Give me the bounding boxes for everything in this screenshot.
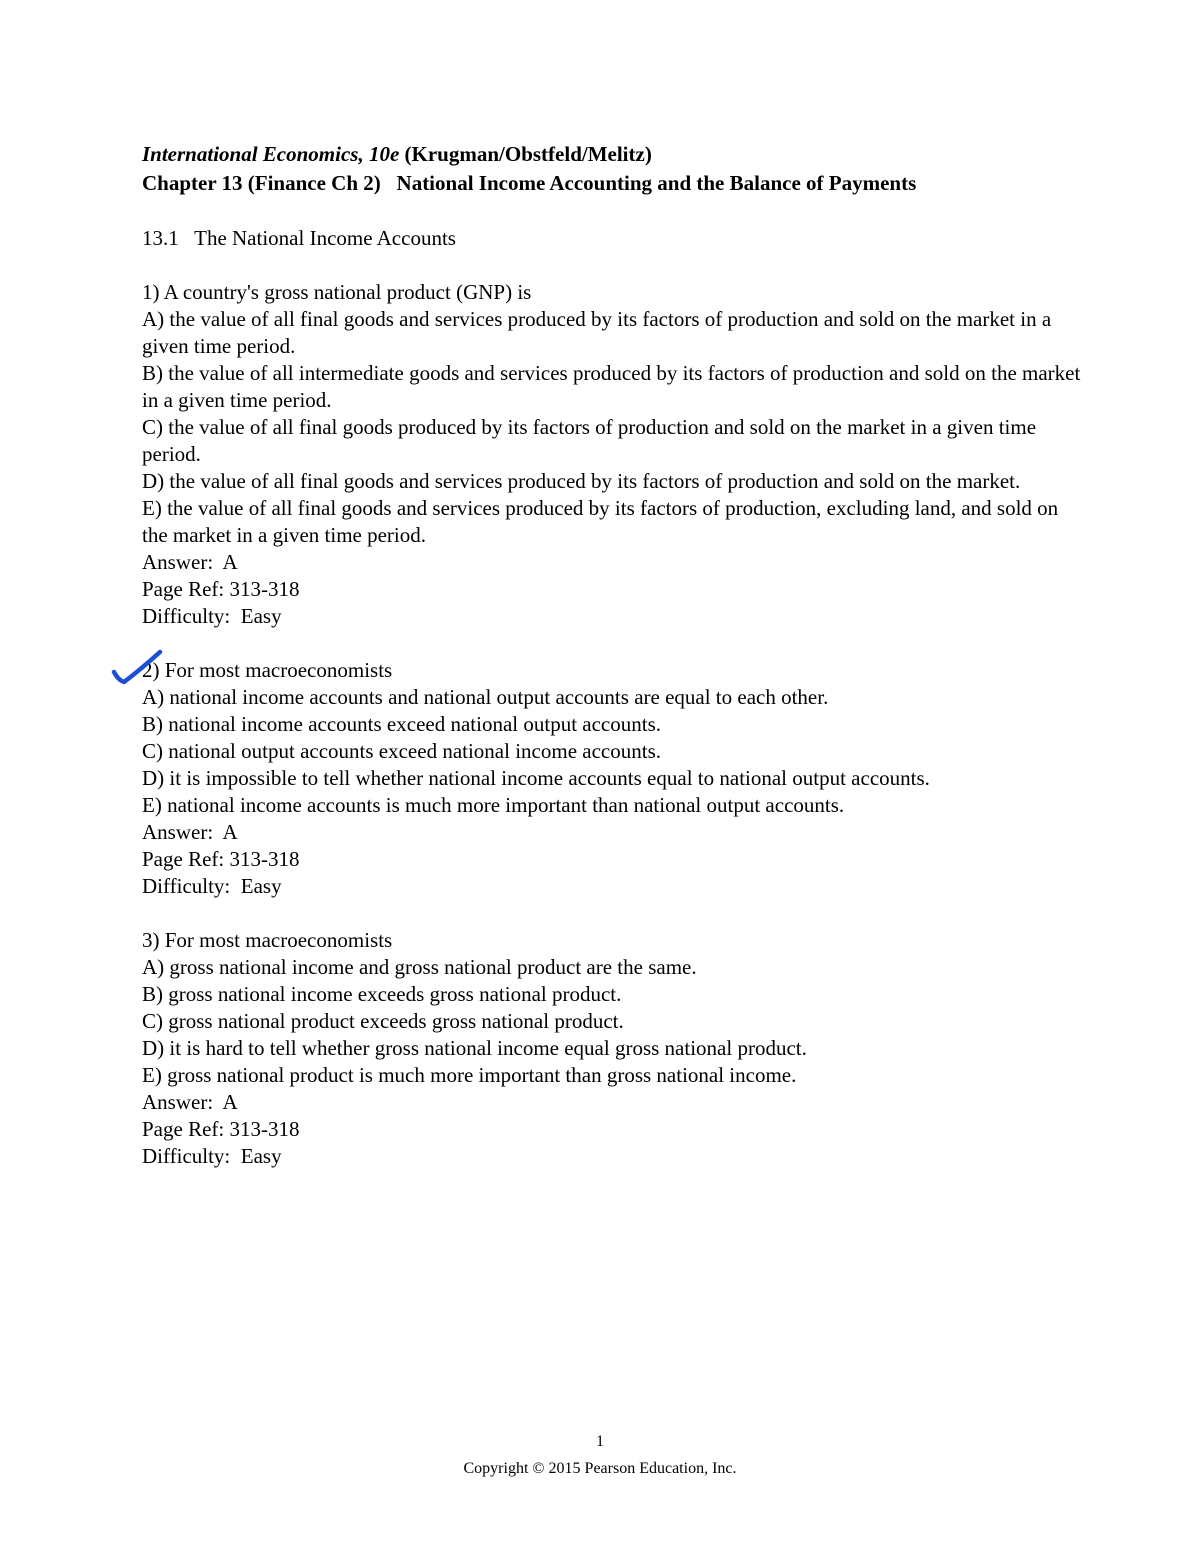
- answer-option-b: B) gross national income exceeds gross national product.: [142, 982, 622, 1006]
- answer-key: Answer: A: [142, 820, 238, 844]
- answer-option-b: B) national income accounts exceed national output accounts.: [142, 712, 661, 736]
- answer-option-e: E) the value of all final goods and services produced by its factors of production, excluding land, and sold on the market in a given time period.: [142, 496, 1059, 547]
- book-title-italic: International Economics, 10e: [142, 142, 400, 166]
- answer-option-c: C) national output accounts exceed national income accounts.: [142, 739, 661, 763]
- question-stem: 1) A country's gross national product (GNP) is: [142, 280, 532, 304]
- question-1: [142, 279, 1082, 630]
- answer-option-c: C) gross national product exceeds gross national product.: [142, 1009, 624, 1033]
- answer-option-a: A) the value of all final goods and services produced by its factors of production and sold on the market in a given time period.: [142, 307, 1052, 358]
- answer-option-a: A) gross national income and gross national product are the same.: [142, 955, 697, 979]
- question-2: [142, 657, 1082, 900]
- question-3: [142, 927, 1082, 1170]
- page-number: 1: [596, 1433, 604, 1450]
- answer-key: Answer: A: [142, 1090, 238, 1114]
- book-authors: (Krugman/Obstfeld/Melitz): [399, 142, 652, 166]
- question-stem: 3) For most macroeconomists: [142, 928, 393, 952]
- page-content: [142, 140, 1082, 1170]
- section-heading: 13.1 The National Income Accounts: [142, 226, 456, 250]
- chapter-title: Chapter 13 (Finance Ch 2) National Income Accounting and the Balance of Payments: [142, 171, 917, 195]
- answer-option-c: C) the value of all final goods produced by its factors of production and sold on the market in a given time period.: [142, 415, 1037, 466]
- book-title: [142, 140, 1082, 169]
- page-ref: Page Ref: 313-318: [142, 1117, 300, 1141]
- difficulty: Difficulty: Easy: [142, 874, 282, 898]
- checkmark-icon: [110, 648, 166, 690]
- answer-option-e: E) gross national product is much more important than gross national income.: [142, 1063, 797, 1087]
- copyright-notice: Copyright © 2015 Pearson Education, Inc.: [463, 1460, 737, 1477]
- answer-option-d: D) it is hard to tell whether gross national income equal gross national product.: [142, 1036, 807, 1060]
- answer-option-d: D) the value of all final goods and services produced by its factors of production and sold on the market.: [142, 469, 1021, 493]
- answer-option-d: D) it is impossible to tell whether national income accounts equal to national output accounts.: [142, 766, 930, 790]
- difficulty: Difficulty: Easy: [142, 1144, 282, 1168]
- page-ref: Page Ref: 313-318: [142, 847, 300, 871]
- difficulty: Difficulty: Easy: [142, 604, 282, 628]
- answer-option-e: E) national income accounts is much more important than national output accounts.: [142, 793, 845, 817]
- answer-key: Answer: A: [142, 550, 238, 574]
- answer-option-a: A) national income accounts and national output accounts are equal to each other.: [142, 685, 829, 709]
- page-ref: Page Ref: 313-318: [142, 577, 300, 601]
- question-stem: 2) For most macroeconomists: [142, 658, 393, 682]
- answer-option-b: B) the value of all intermediate goods and services produced by its factors of production and sold on the market in a given time period.: [142, 361, 1081, 412]
